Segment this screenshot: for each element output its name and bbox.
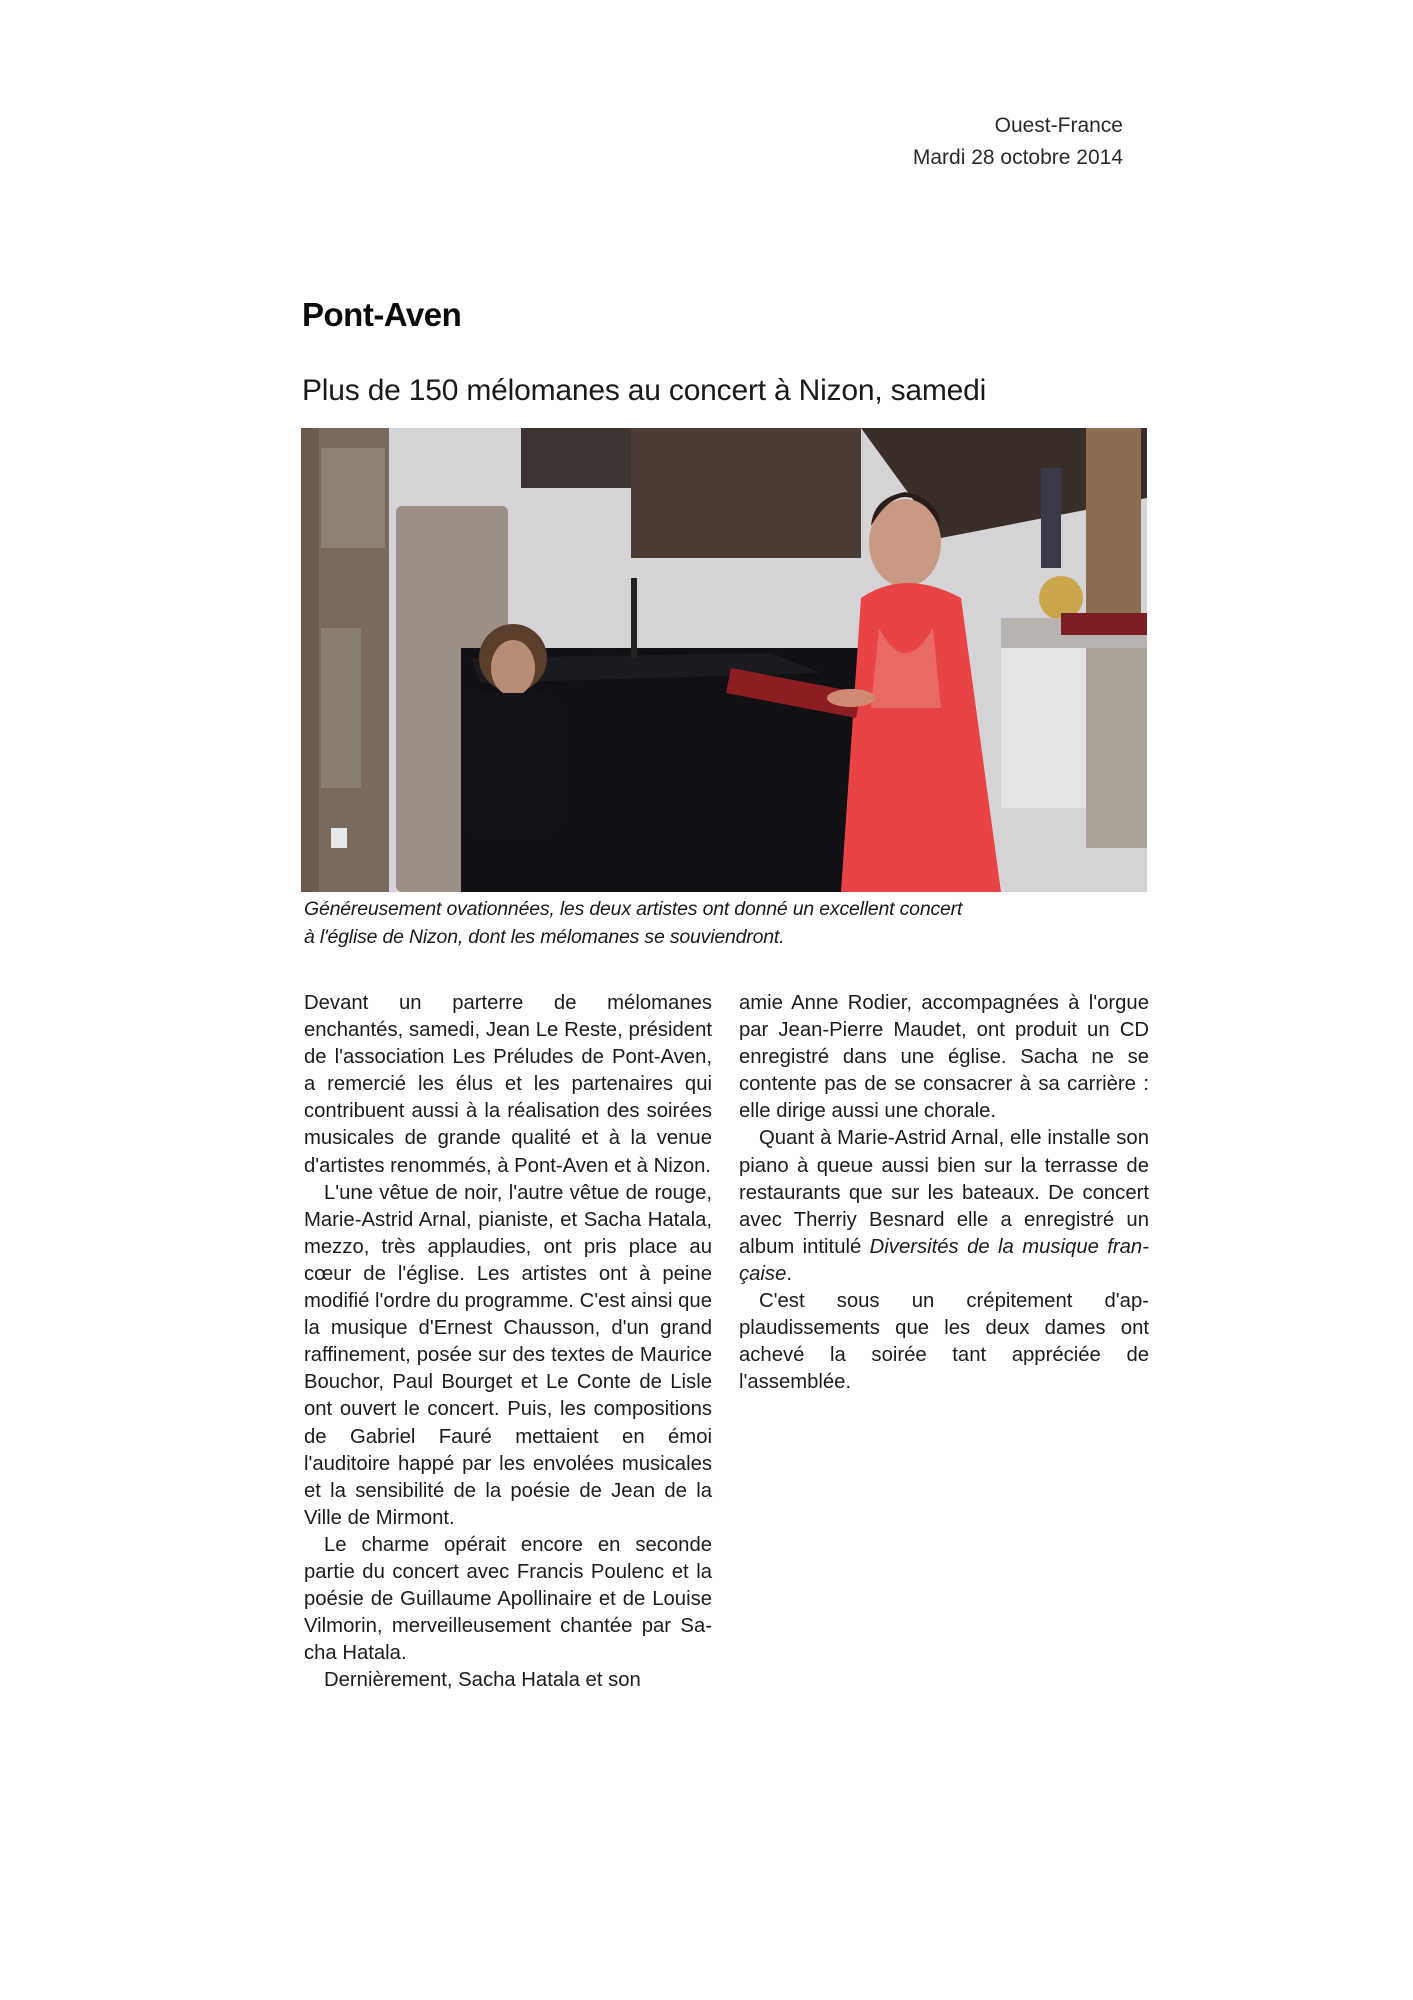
photo-caption — [304, 895, 1144, 951]
album-title: Diversités de la musique française — [739, 1235, 1149, 1285]
source-info — [913, 110, 1123, 174]
article-headline: Plus de 150 mélomanes au concert à Nizon, samedi — [302, 374, 987, 407]
article-column-2 — [739, 990, 1149, 1396]
caption-line-1: Généreusement ovationnées, les deux artistes ont donné un excellent concert — [304, 898, 963, 920]
article-column-1 — [304, 990, 712, 1694]
section-title: Pont-Aven — [302, 296, 462, 333]
publication-date: Mardi 28 octobre 2014 — [912, 146, 1123, 169]
concert-photo-image — [301, 428, 1147, 892]
concert-photo — [301, 428, 1147, 892]
paragraph: Dernièrement, Sacha Hatala et son — [324, 1669, 641, 1692]
paragraph: Le charme opérait encore en seconde partie du concert avec Francis Poulenc et la poésie de Guillaume Apollinaire et de Louise Vilmorin, merveilleusement chantée par Sacha Hatala. — [304, 1533, 712, 1665]
paragraph-text: . — [786, 1262, 792, 1285]
caption-line-2: à l'église de Nizon, dont les mélomanes se souviendront. — [304, 926, 785, 948]
paragraph — [739, 1125, 1149, 1288]
paragraph: amie Anne Rodier, accompagnées à l'orgue par Jean-Pierre Maudet, ont produit un CD enregistré dans une église. Sacha ne se contente pas de se consacrer à sa carrière : elle dirige aussi une chorale. — [739, 992, 1149, 1123]
paragraph: C'est sous un crépitement d'applaudissements que les deux dames ont achevé la soirée tant appréciée de l'assemblée. — [739, 1290, 1149, 1394]
paragraph: L'une vêtue de noir, l'autre vêtue de rouge, Marie-Astrid Arnal, pianiste, et Sacha Hatala, mezzo, très applaudies, ont pris place au cœur de l'église. Les artistes ont à peine modifié l'ordre du programme. C'est ainsi que la musique d'Ernest Chausson, d'un grand raffinement, posée sur des textes de Maurice Bouchor, Paul Bourget et Le Conte de Lisle ont ouvert le concert. Puis, les compositions de Gabriel Fauré mettaient en émoi l'auditoire happé par les envolées musicales et la sensibilité de la poésie de Jean de la Ville de Mirmont. — [304, 1181, 712, 1529]
newspaper-name: Ouest-France — [994, 114, 1123, 137]
paragraph-text: Quant à Marie-Astrid Arnal, elle installe son piano à queue aussi bien sur la terrasse de restaurants que sur les bateaux. De concert avec Therriy Besnard elle a enregistré un album intitulé — [739, 1127, 1149, 1258]
paragraph: Devant un parterre de mélomanes enchantés, samedi, Jean Le Reste, président de l'association Les Préludes de Pont-Aven, a remercié les élus et les partenaires qui contribuent aussi à la réalisation des soirées musicales de grande qualité et à la venue d'artistes renommés, à Pont-Aven et à Nizon. — [304, 992, 712, 1177]
